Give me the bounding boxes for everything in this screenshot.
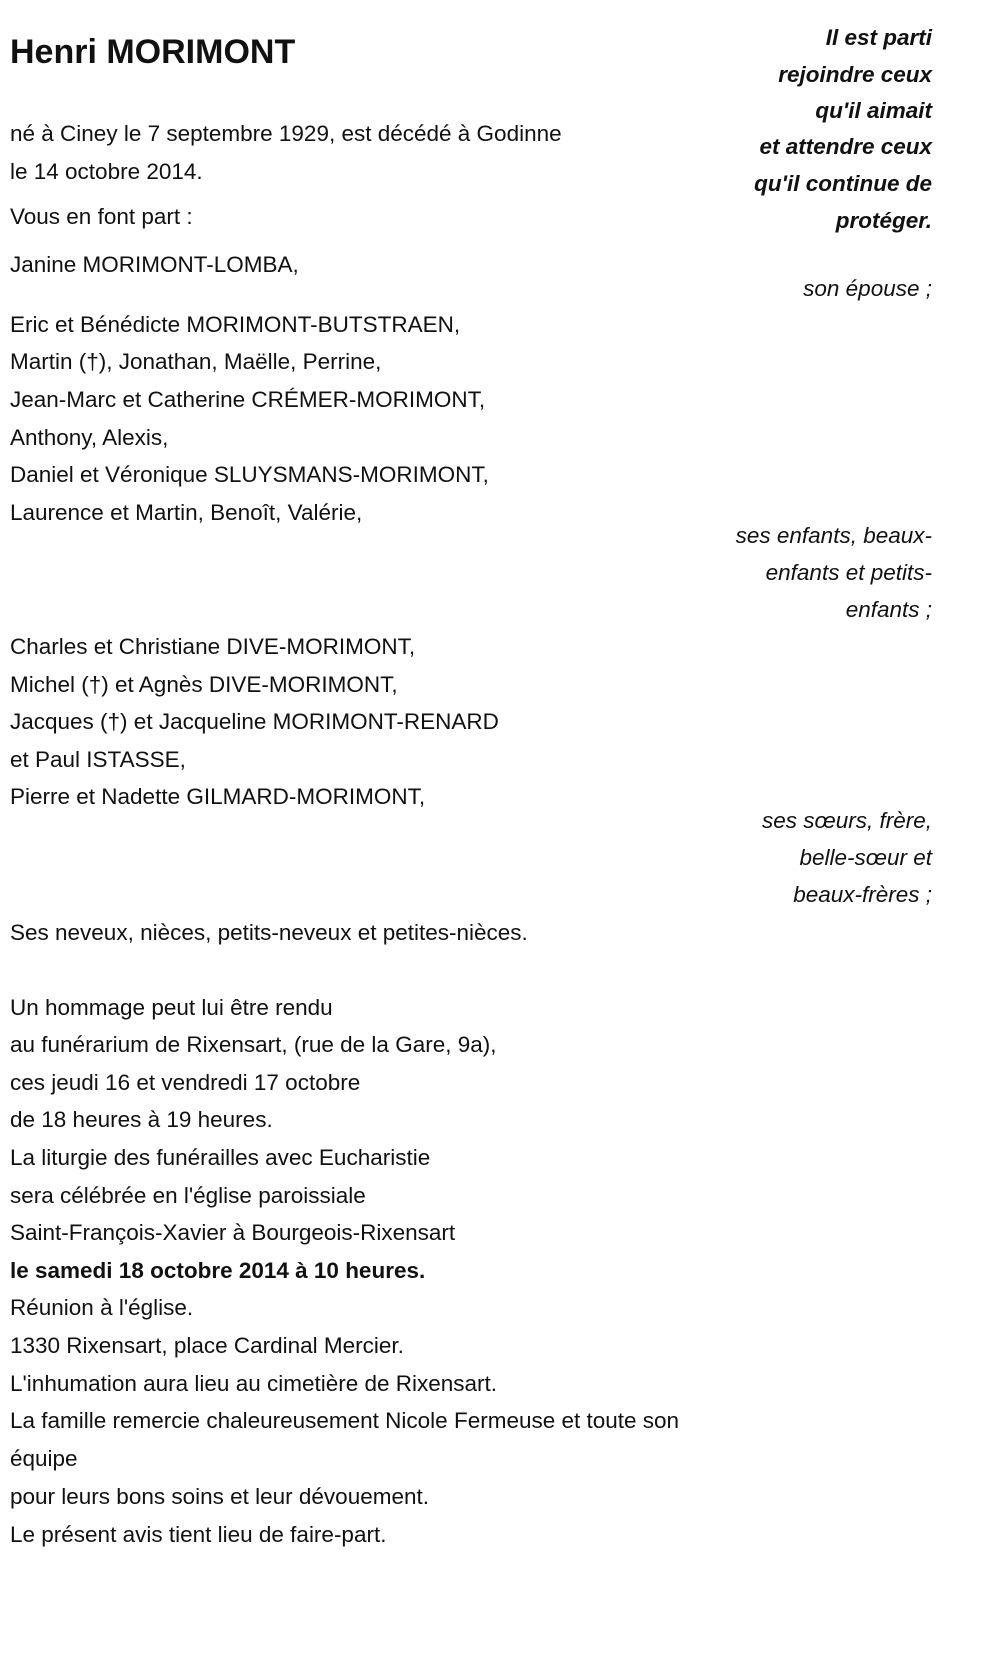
siblings-relation: ses sœurs, frère, [761,808,932,833]
details-line: au funérarium de Rixensart, (rue de la Gare, 9a), [10,1032,497,1057]
intro-line: né à Ciney le 7 septembre 1929, est décédé à Godinne [10,121,562,146]
children-line: Eric et Bénédicte MORIMONT-BUTSTRAEN, [10,312,461,337]
siblings-line: Jacques (†) et Jacqueline MORIMONT-RENARD [10,709,499,734]
siblings-line: et Paul ISTASSE, [10,747,186,772]
details-line: ces jeudi 16 et vendredi 17 octobre [10,1070,361,1095]
quote-line: rejoindre ceux [778,62,932,87]
children-line: Laurence et Martin, Benoît, Valérie, [10,500,363,525]
children-line: Anthony, Alexis, [10,425,169,450]
children-relation: enfants ; [845,597,932,622]
details-line: sera célébrée en l'église paroissiale [10,1183,366,1208]
details-line: La liturgie des funérailles avec Eucharistie [10,1145,431,1170]
details-line: Le présent avis tient lieu de faire-part. [10,1522,387,1547]
details-line: Saint-François-Xavier à Bourgeois-Rixensart [10,1220,456,1245]
quote-line: Il est parti [825,25,932,50]
children-line: Daniel et Véronique SLUYSMANS-MORIMONT, [10,462,489,487]
siblings-relation: beaux-frères ; [793,882,932,907]
siblings-line: Michel (†) et Agnès DIVE-MORIMONT, [10,672,398,697]
details-line: L'inhumation aura lieu au cimetière de Rixensart. [10,1371,498,1396]
quote-line: qu'il continue de [754,171,932,196]
details-line: La famille remercie chaleureusement Nicole Fermeuse et toute son [10,1408,680,1433]
children-line: Jean-Marc et Catherine CRÉMER-MORIMONT, [10,387,486,412]
details-line: équipe [10,1446,78,1471]
spouse-relation: son épouse ; [803,276,932,301]
details-line: Réunion à l'église. [10,1295,194,1320]
quote-line: qu'il aimait [815,98,932,123]
details-line: 1330 Rixensart, place Cardinal Mercier. [10,1333,404,1358]
intro-line: le 14 octobre 2014. [10,159,203,184]
siblings-line: Charles et Christiane DIVE-MORIMONT, [10,634,416,659]
details-line: de 18 heures à 19 heures. [10,1107,273,1132]
funeral-date: le samedi 18 octobre 2014 à 10 heures. [10,1258,426,1283]
siblings-relation: belle-sœur et [799,845,932,870]
intro-line: Vous en font part : [10,204,193,229]
spouse-name: Janine MORIMONT-LOMBA, [10,252,299,277]
details-line: pour leurs bons soins et leur dévouement. [10,1484,429,1509]
quote-line: et attendre ceux [759,134,932,159]
siblings-line: Pierre et Nadette GILMARD-MORIMONT, [10,784,426,809]
children-relation: enfants et petits- [765,560,932,585]
quote-line: protéger. [835,208,932,233]
deceased-name: Henri MORIMONT [10,33,296,71]
details-line: Un hommage peut lui être rendu [10,995,333,1020]
children-line: Martin (†), Jonathan, Maëlle, Perrine, [10,349,382,374]
nephews-line: Ses neveux, nièces, petits-neveux et petites-nièces. [10,920,528,945]
children-relation: ses enfants, beaux- [735,523,932,548]
